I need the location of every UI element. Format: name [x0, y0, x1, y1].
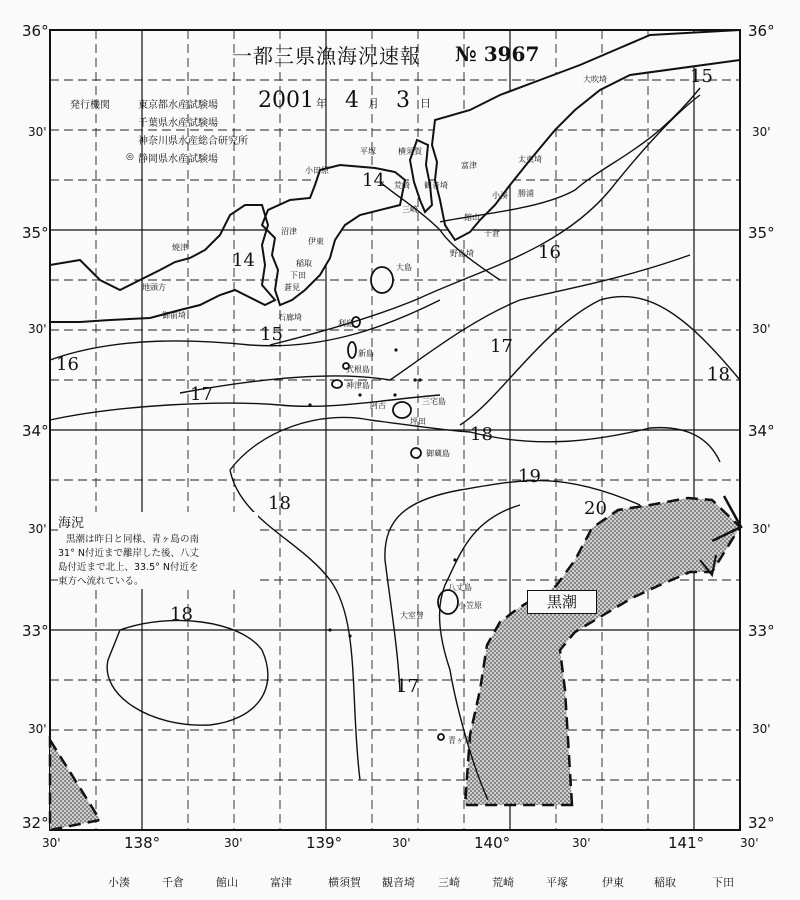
lat-label: 30': [752, 722, 771, 736]
place-label: 小田原: [305, 166, 329, 175]
date-month: 4: [345, 88, 359, 113]
place-label: 焼津: [172, 243, 188, 252]
date-day-unit: 日: [420, 97, 431, 110]
lat-label: 36°: [748, 22, 775, 40]
isotherm-label: 18: [470, 424, 493, 445]
sea-condition-note: [58, 512, 258, 589]
lon-label: 30': [740, 836, 759, 850]
mikurajima-island: [411, 448, 421, 458]
place-label: 三崎: [402, 205, 418, 214]
bottom-place: 富津: [270, 876, 292, 889]
lon-label: 139°: [306, 834, 343, 852]
lat-label: 35°: [22, 224, 49, 242]
note-line: 31° N付近まで離岸した後、八丈: [58, 548, 199, 559]
lat-label: 36°: [22, 22, 49, 40]
lon-label: 30': [224, 836, 243, 850]
place-label: 阿古: [370, 401, 386, 410]
note-heading: 海況: [58, 516, 85, 531]
bottom-place: 下田: [712, 876, 734, 889]
date-year: 2001: [258, 88, 314, 113]
place-label: 伊東: [308, 237, 324, 246]
sw-corner-band: [50, 740, 100, 830]
place-label: 坪田: [410, 417, 426, 426]
lat-label: 30': [752, 125, 771, 139]
lat-label: 33°: [22, 622, 49, 640]
place-label: 小湊: [492, 191, 508, 200]
lat-label: 30': [28, 722, 47, 736]
lat-label: 34°: [22, 422, 49, 440]
isotherm-label: 18: [170, 604, 193, 625]
place-label: 稲取: [296, 259, 312, 268]
bottom-place: 稲取: [654, 876, 676, 889]
lon-label: 138°: [124, 834, 161, 852]
observation-dots: [308, 348, 456, 637]
lat-label: 30': [28, 522, 47, 536]
isotherm-label: 16: [56, 354, 79, 375]
kuroshio-band: [465, 498, 740, 805]
place-label: 利島: [338, 319, 354, 328]
miyakejima-island: [393, 402, 411, 418]
kuroshio-label: 黒潮: [546, 593, 577, 611]
lat-label: 30': [28, 125, 47, 139]
place-label: 三宅島: [422, 397, 446, 406]
note-line: 東方へ流れている。: [58, 576, 144, 587]
isotherm-label: 20: [584, 498, 607, 519]
bottom-place: 千倉: [162, 876, 184, 889]
bottom-place: 観音埼: [382, 876, 415, 889]
isotherm-label: 17: [190, 384, 213, 405]
place-label: 荒崎: [394, 181, 410, 190]
issue-number: № 3967: [455, 42, 540, 66]
lat-label: 32°: [748, 814, 775, 832]
coastline: [50, 30, 740, 322]
place-label: 御蔵島: [426, 449, 450, 458]
isotherm-label: 19: [518, 466, 541, 487]
lat-label: 32°: [22, 814, 49, 832]
lon-label: 30': [392, 836, 411, 850]
issuer-org: 静岡県水産試験場: [138, 154, 218, 165]
place-label: 青ヶ島: [448, 736, 472, 745]
date-month-unit: 月: [368, 97, 379, 110]
isotherm-label: 16: [538, 242, 561, 263]
lat-label: 35°: [748, 224, 775, 242]
oshima-island: [371, 267, 393, 293]
place-label: 神津島: [346, 381, 370, 390]
isotherm-label: 15: [260, 324, 283, 345]
place-label: 横須賀: [398, 147, 422, 156]
issuer-org: 神奈川県水産総合研究所: [138, 136, 248, 147]
place-label: 野島埼: [450, 249, 474, 258]
kuroshio-label-box: [527, 590, 597, 614]
place-label: 勝浦: [518, 189, 534, 198]
bottom-place: 三崎: [438, 876, 460, 889]
lat-label: 33°: [748, 622, 775, 640]
isotherm-label: 18: [707, 364, 730, 385]
bottom-place: 横須賀: [328, 876, 361, 889]
place-label: 大室曾: [400, 611, 424, 620]
date-year-unit: 年: [316, 97, 327, 110]
bottom-place-row: [0, 874, 800, 900]
lat-label: 30': [752, 322, 771, 336]
isotherm-label: 17: [490, 336, 513, 357]
place-label: 千倉: [484, 229, 500, 238]
note-line: 島付近まで北上、33.5° N付近を: [58, 562, 199, 573]
issuer-label: 発行機関: [70, 100, 110, 111]
place-label: 沼津: [281, 227, 297, 236]
date-day: 3: [396, 88, 410, 113]
place-label: 地頭方: [142, 283, 166, 292]
issuer-org: 千葉県水産試験場: [138, 118, 218, 129]
place-label: 富津: [461, 161, 477, 170]
place-label: 石廊埼: [278, 313, 302, 322]
lat-label: 30': [28, 322, 47, 336]
place-label: 新島: [358, 349, 374, 358]
place-label: 下田: [290, 271, 306, 280]
lon-label: 30': [572, 836, 591, 850]
note-line: 黒潮は昨日と同様、青ヶ島の南: [66, 534, 200, 545]
place-label: 御前埼: [162, 311, 186, 320]
bottom-place: 小湊: [108, 876, 130, 889]
isotherm-label: 17: [396, 676, 419, 697]
place-label: 平塚: [360, 147, 376, 156]
bottom-place: 伊東: [602, 876, 624, 889]
lon-label: 30': [42, 836, 61, 850]
lon-label: 140°: [474, 834, 511, 852]
place-label: 大島: [396, 263, 412, 272]
place-label: 館山: [464, 213, 480, 222]
place-label: 蒼見: [284, 283, 300, 292]
lon-label: 141°: [668, 834, 705, 852]
lat-label: 30': [752, 522, 771, 536]
bottom-place: 荒崎: [492, 876, 514, 889]
place-label: 八丈島: [448, 583, 472, 592]
issuer-org-marker-icon: ◎: [126, 152, 134, 162]
place-label: 太東埼: [518, 155, 542, 164]
kozushima-island: [332, 380, 342, 388]
page-title: 一都三県漁海況速報: [232, 44, 421, 68]
lat-label: 34°: [748, 422, 775, 440]
place-label: 観音埼: [424, 181, 448, 190]
bottom-place: 平塚: [546, 876, 568, 889]
islands: [332, 267, 458, 740]
bottom-place: 館山: [216, 876, 238, 889]
isotherm-label: 14: [362, 170, 385, 191]
place-label: 小笠原: [458, 601, 482, 610]
place-label: 式根島: [346, 365, 370, 374]
issuer-org: 東京都水産試験場: [138, 100, 218, 111]
isotherm-label: 14: [232, 250, 255, 271]
place-label: 大吹埼: [583, 75, 607, 84]
aogashima-island: [438, 734, 444, 740]
isotherm-label: 15: [690, 66, 713, 87]
isotherm-label: 18: [268, 493, 291, 514]
niijima-island: [348, 342, 356, 358]
